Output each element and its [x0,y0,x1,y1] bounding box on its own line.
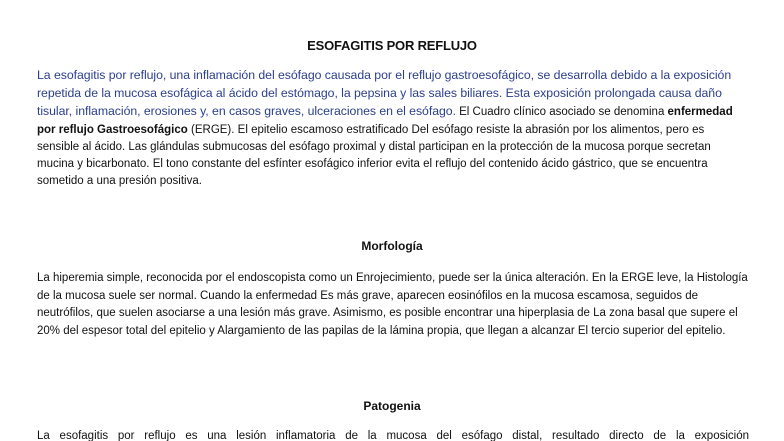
intro-text-after-bold: (ERGE). El epitelio escamoso estratificado Del esófago resiste la abrasión por los alimentos, pero es sensible al ácido. Las glándulas submucosas del esófago proximal y distal participan en la protección de la mucosa porque secretan mucina y bicarbonato. El tono constante del esfínter esofágico inferior evita el reflujo del contenido ácido gástrico, que se encuentra sometido a una presión positiva. [37,123,711,188]
patogenia-heading: Patogenia [363,399,421,413]
document-title: ESOFAGITIS POR REFLUJO [307,38,477,53]
intro-bold-term: enfermedad por reflujo Gastroesofágico [37,106,733,136]
morfologia-paragraph: La hiperemia simple, reconocida por el endoscopista como un Enrojecimiento, puede ser la única alteración. En la ERGE leve, la Histología de la mucosa suele ser normal. Cuando la enfermedad Es más grave, aparecen eosinófilos en la mucosa escamosa, seguidos de neutrófilos, que suelen asociarse a una lesión más grave. Asimismo, es posible encontrar una hiperplasia de La zona basal que supere el 20% del espesor total del epitelio y Alargamiento de las papilas de la lámina propia, que llegan a alcanzar El tercio superior del epitelio. [37,272,748,337]
morfologia-heading: Morfología [361,239,423,253]
intro-text-before-bold: El Cuadro clínico asociado se denomina [455,106,668,119]
intro-highlighted-text: La esofagitis por reflujo, una inflamación del esófago causada por el reflujo gastroesofágico, se desarrolla debido a la exposición repetida de la mucosa esofágica al ácido del estómago, la pepsina y las sales biliares. Esta exposición prolongada causa daño tisular, inflamación, erosiones y, en casos graves, ulceraciones en el esófago. [37,68,732,119]
patogenia-paragraph: La esofagitis por reflujo es una lesión inflamatoria de la mucosa del esófago distal, resultado directo de la exposición [37,430,749,441]
intro-paragraph [37,67,749,190]
